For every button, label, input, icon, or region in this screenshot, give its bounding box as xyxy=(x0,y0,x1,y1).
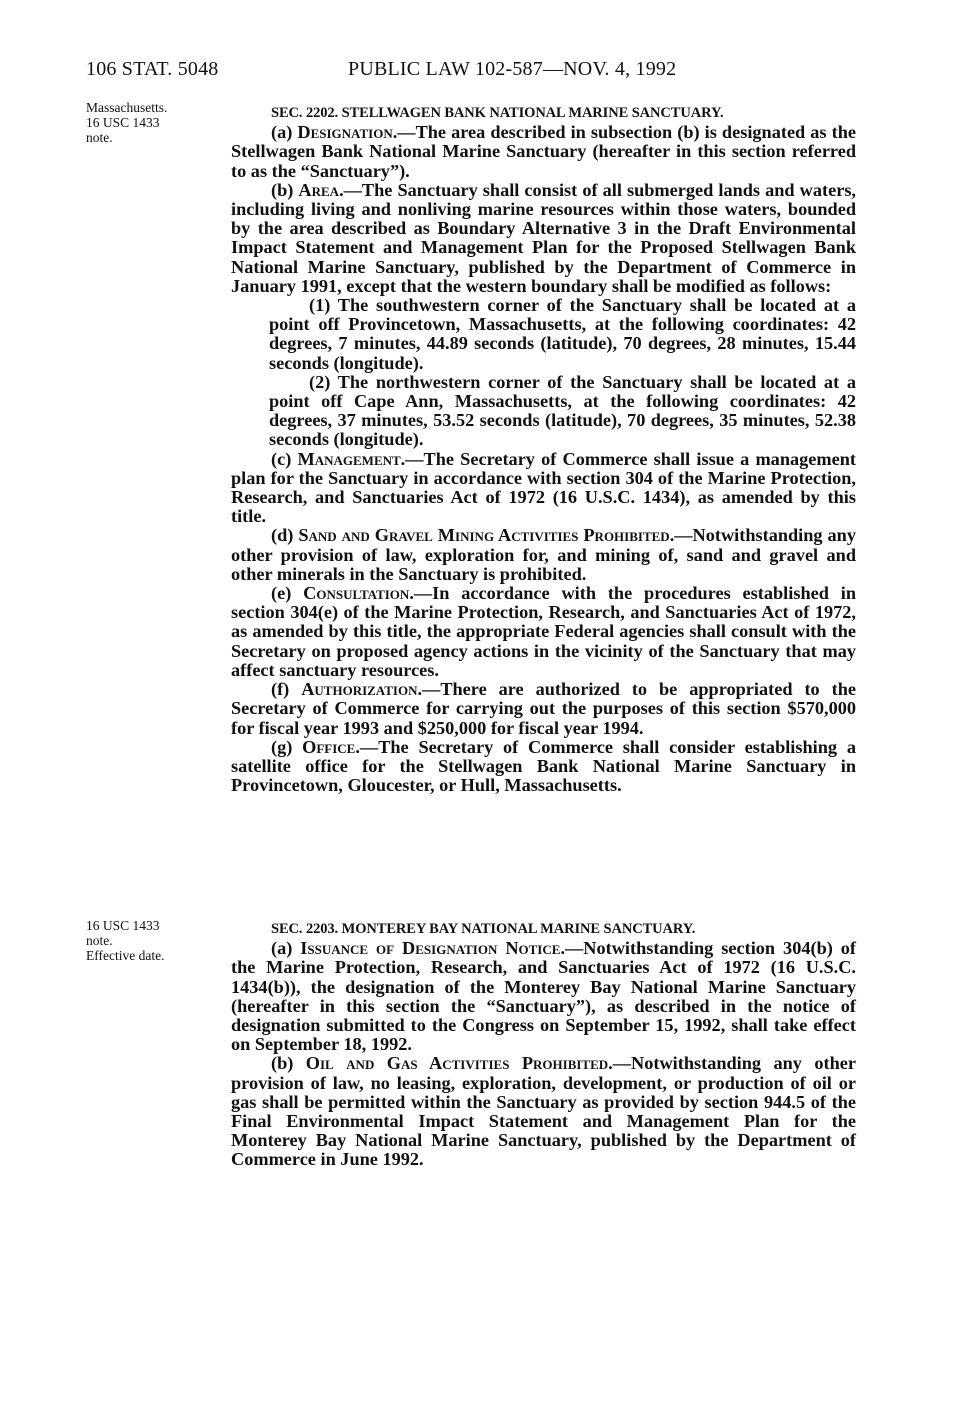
subsection-title: Consultation xyxy=(303,583,410,604)
subsection-b xyxy=(231,1054,856,1169)
subsection-title: Sand and Gravel Mining Activities Prohibited xyxy=(298,525,670,546)
subsection-title: Area xyxy=(298,179,340,200)
subsection-title: Office xyxy=(302,736,356,757)
subsection-title: Management xyxy=(297,448,401,469)
subsection-label: (f) xyxy=(271,679,302,700)
margin-note-line: 16 USC 1433 xyxy=(86,918,160,933)
subsection-text: .—There are authorized to be appropriated to the Secretary of Commerce for carrying out the purposes of this section $570,000 for fiscal year 1993 and $250,000 for fiscal year 1994. xyxy=(231,679,856,738)
section-2203 xyxy=(231,920,856,1170)
subsection-text: .—Notwithstanding any other provision of law, exploration for, and mining of, sand and gravel and other minerals in the Sanctuary is prohibited. xyxy=(231,525,856,584)
section-heading: SEC. 2203. MONTEREY BAY NATIONAL MARINE SANCTUARY. xyxy=(271,921,696,937)
subsection-f xyxy=(231,680,856,738)
subsection-label: (g) xyxy=(271,736,303,757)
subsection-text: .—In accordance with the procedures established in section 304(e) of the Marine Protection, Research, and Sanctuaries Act of 1972, as amended by this title, the appropriate Federal agencies shall consult with the Secretary on proposed agency actions in the vicinity of the Sanctuary that may affect sanctuary resources. xyxy=(231,583,856,680)
subsection-title: Authorization xyxy=(301,679,418,700)
subsection-label: (b) xyxy=(271,1053,306,1074)
margin-note-line: Massachusetts. xyxy=(86,100,168,115)
margin-note-line: note. xyxy=(86,933,113,948)
subsection-label: (e) xyxy=(271,583,304,604)
subsection-d xyxy=(231,526,856,584)
subsection-a xyxy=(231,939,856,1054)
margin-note-line: Effective date. xyxy=(86,948,165,963)
subsection-c xyxy=(231,450,856,527)
subsection-text: .—The Secretary of Commerce shall issue a management plan for the Sanctuary in accordance with section 304 of the Marine Protection, Research, and Sanctuaries Act of 1972 (16 U.S.C. 1434), as amended by this title. xyxy=(231,448,856,527)
subsection-label: (a) xyxy=(271,122,298,143)
paragraph-b1: (1) The southwestern corner of the Sanctuary shall be located at a point off Provincetown, Massachusetts, at the following coordinates: 42 degrees, 7 minutes, 44.89 seconds (latitude), 70 degrees, 28 minutes, 15.44 seconds (longitude). xyxy=(269,295,856,373)
section-heading: SEC. 2202. STELLWAGEN BANK NATIONAL MARINE SANCTUARY. xyxy=(271,105,724,121)
subsection-label: (b) xyxy=(271,179,299,200)
subsection-text: .—The Sanctuary shall consist of all submerged lands and waters, including living and nonliving marine resources within those waters, bounded by the area described as Boundary Alternative 3 in the Draft Environmental Impact Statement and Management Plan for the Proposed Stellwagen Bank National Marine Sanctuary, published by the Department of Commerce in January 1991, except that the western boundary shall be modified as follows: xyxy=(231,179,857,296)
subsection-g xyxy=(231,738,856,796)
subsection-label: (a) xyxy=(271,938,301,959)
subsection-text: .—The area described in subsection (b) is designated as the Stellwagen Bank National Marine Sanctuary (hereafter in this section referred to as the “Sanctuary”). xyxy=(231,122,856,181)
margin-note-line: note. xyxy=(86,130,113,145)
subsection-b xyxy=(231,181,856,296)
subsection-text: .—Notwithstanding section 304(b) of the Marine Protection, Research, and Sanctuaries Act of 1972 (16 U.S.C. 1434(b)), the designation of the Monterey Bay National Marine Sanctuary (hereafter in this section the “Sanctuary”), as described in the notice of designation submitted to the Congress on September 15, 1992, shall take effect on September 18, 1992. xyxy=(231,938,857,1055)
margin-note-line: 16 USC 1433 xyxy=(86,115,160,130)
subsection-text: .—Notwithstanding any other provision of law, no leasing, exploration, development, or production of oil or gas shall be permitted within the Sanctuary as provided by section 944.5 of the Final Environmental Impact Statement and Management Plan for the Monterey Bay National Marine Sanctuary, published by the Department of Commerce in June 1992. xyxy=(231,1053,856,1170)
subsection-text: .—The Secretary of Commerce shall consider establishing a satellite office for the Stellwagen Bank National Marine Sanctuary in Provincetown, Gloucester, or Hull, Massachusetts. xyxy=(231,736,856,796)
subsection-e xyxy=(231,584,856,680)
page-header xyxy=(86,58,866,88)
subsection-title: Oil and Gas Activities Prohibited xyxy=(305,1053,609,1074)
margin-note-sec2202 xyxy=(86,100,216,145)
subsection-label: (d) xyxy=(271,525,299,546)
margin-note-sec2203 xyxy=(86,918,216,963)
subsection-label: (c) xyxy=(271,448,298,469)
section-2202 xyxy=(231,104,856,795)
subsection-title: Issuance of Designation Notice xyxy=(300,938,561,959)
paragraph-b2: (2) The northwestern corner of the Sanctuary shall be located at a point off Cape Ann, Massachusetts, at the following coordinates: 42 degrees, 37 minutes, 53.52 seconds (latitude), 70 degrees, 35 minutes, 52.38 seconds (longitude). xyxy=(269,371,856,450)
page-number: 106 STAT. 5048 xyxy=(86,58,219,80)
subsection-title: Designation xyxy=(297,122,393,143)
subsection-a xyxy=(231,123,856,181)
law-title: PUBLIC LAW 102-587—NOV. 4, 1992 xyxy=(348,58,677,80)
